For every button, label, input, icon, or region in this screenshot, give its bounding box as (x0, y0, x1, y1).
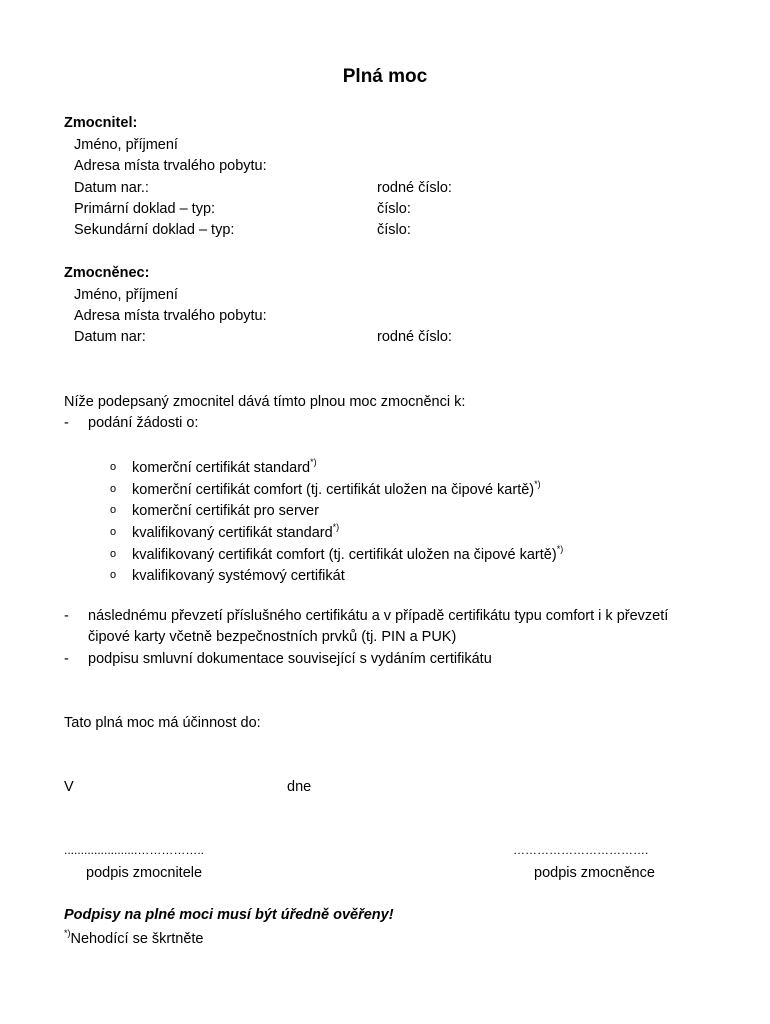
bullet-marker: o (110, 504, 117, 516)
footnote-mark: *) (556, 544, 564, 554)
grantor-signature-line: ......................…………….. (64, 843, 205, 857)
grantor-primary-number-label: číslo: (377, 201, 411, 217)
grantor-signature-label: podpis zmocnitele (86, 865, 203, 881)
takeover-item-line1: následnému převzetí příslušného certifikátu a v případě certifikátu typu comfort i k převzetí (88, 608, 669, 624)
authorization-intro: Níže podepsaný zmocnitel dává tímto plnou moc zmocněnci k: (64, 394, 466, 410)
grantee-heading: Zmocněnec: (64, 265, 150, 281)
certificate-option-label: kvalifikovaný systémový certifikát (132, 567, 345, 584)
grantee-name-label: Jméno, příjmení (74, 287, 178, 303)
certificate-option-label: komerční certifikát standard (132, 459, 311, 476)
footnote-mark: *) (310, 457, 317, 467)
bullet-marker: o (110, 461, 117, 473)
grantee-address-label: Adresa místa trvalého pobytu: (74, 308, 267, 324)
grantor-birth-label: Datum nar.: (74, 180, 149, 196)
certificate-option (132, 480, 541, 498)
certificate-option-label: kvalifikovaný certifikát comfort (tj. certifikát uložen na čipové kartě) (132, 546, 557, 563)
certificate-option (132, 545, 563, 563)
grantor-primary-doc-label: Primární doklad – typ: (74, 201, 216, 217)
bullet-marker: o (110, 548, 117, 560)
verification-warning: Podpisy na plné moci musí být úředně ověřeny! (64, 907, 394, 923)
grantee-signature-label: podpis zmocněnce (534, 865, 655, 881)
dash-marker: - (64, 608, 69, 624)
dash-marker: - (64, 651, 69, 667)
footnote-text: Nehodící se škrtněte (70, 930, 204, 947)
grantor-address-label: Adresa místa trvalého pobytu: (74, 158, 267, 174)
bullet-marker: o (110, 483, 117, 495)
certificate-option-label: kvalifikovaný certifikát standard (132, 524, 333, 541)
place-label: V (64, 779, 74, 795)
request-item: podání žádosti o: (88, 415, 199, 431)
validity-label: Tato plná moc má účinnost do: (64, 715, 261, 731)
document-title: Plná moc (342, 66, 428, 87)
footnote-mark: *) (332, 522, 340, 532)
date-label: dne (287, 779, 312, 795)
grantee-signature-line: ……………………………. (513, 843, 649, 857)
footnote (64, 929, 204, 947)
grantor-heading: Zmocnitel: (64, 115, 138, 131)
bullet-marker: o (110, 526, 117, 538)
grantor-id-label: rodné číslo: (377, 180, 452, 196)
certificate-option (132, 501, 319, 519)
certificate-option (132, 523, 339, 541)
takeover-item-line2: čipové karty včetně bezpečnostních prvků (tj. PIN a PUK) (88, 629, 457, 645)
footnote-mark: *) (64, 928, 71, 938)
bullet-marker: o (110, 569, 117, 581)
signing-item: podpisu smluvní dokumentace související s vydáním certifikátu (88, 651, 492, 667)
certificate-option (132, 458, 317, 476)
grantor-secondary-doc-label: Sekundární doklad – typ: (74, 222, 235, 238)
certificate-option-label: komerční certifikát comfort (tj. certifikát uložen na čipové kartě) (132, 481, 535, 498)
grantee-id-label: rodné číslo: (377, 329, 452, 345)
grantor-secondary-number-label: číslo: (377, 222, 411, 238)
certificate-option-label: komerční certifikát pro server (132, 502, 319, 519)
footnote-mark: *) (534, 479, 541, 489)
dash-marker: - (64, 415, 69, 431)
grantee-birth-label: Datum nar: (74, 329, 146, 345)
certificate-option (132, 566, 345, 584)
grantor-name-label: Jméno, příjmení (74, 137, 178, 153)
